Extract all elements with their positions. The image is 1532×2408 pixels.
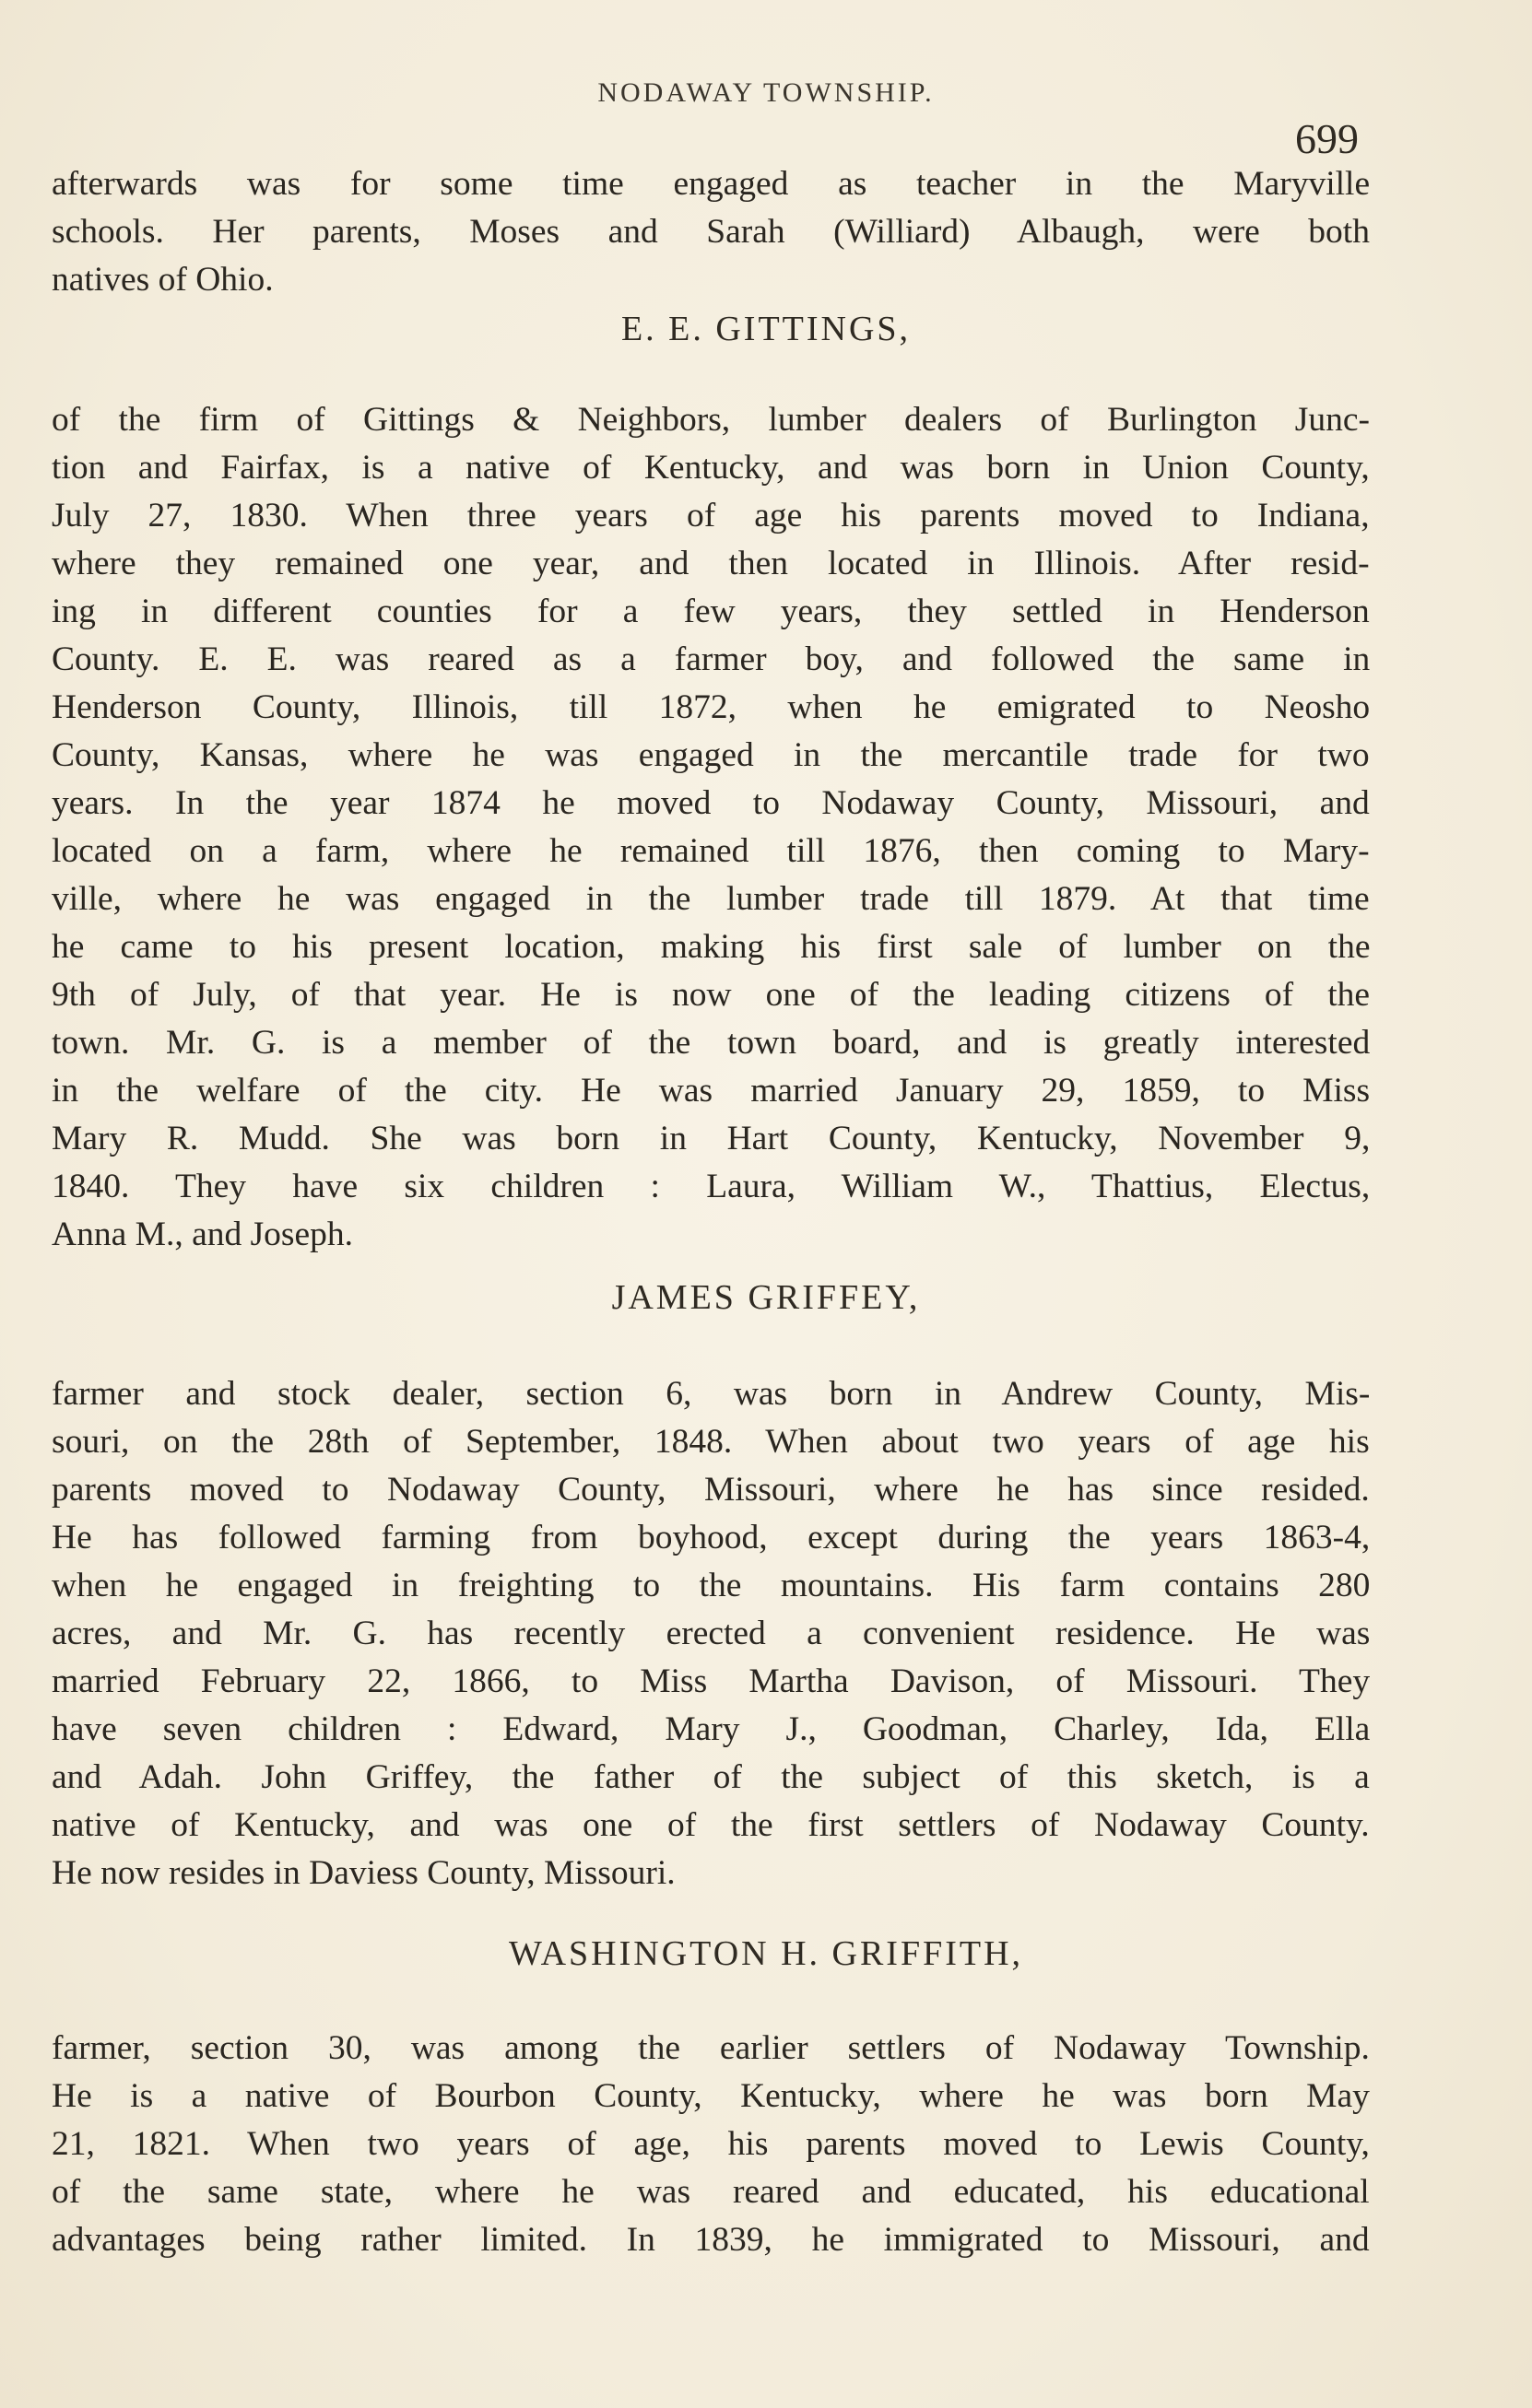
- entry-heading-griffith: WASHINGTON H. GRIFFITH,: [508, 1934, 1024, 1973]
- text-line: of the same state, where he was reared and educated, his educational: [52, 2173, 1370, 2211]
- text-line: in the welfare of the city. He was married January 29, 1859, to Miss: [52, 1072, 1371, 1110]
- text-line: he came to his present location, making his first sale of lumber on the: [52, 928, 1371, 966]
- text-line: County. E. E. was reared as a farmer boy, and followed the same in: [52, 640, 1371, 678]
- text-line: He has followed farming from boyhood, except during the years 1863-4,: [52, 1519, 1371, 1556]
- text-line: County, Kansas, where he was engaged in the mercantile trade for two: [52, 736, 1370, 774]
- text-line: native of Kentucky, and was one of the first settlers of Nodaway County.: [52, 1806, 1370, 1844]
- entry-griffey-paragraph: [52, 1370, 1370, 1897]
- page-number: 699: [1295, 115, 1359, 162]
- text-line: afterwards was for some time engaged as teacher in the Maryville: [52, 165, 1371, 203]
- text-line: parents moved to Nodaway County, Missouri, where he has since resided.: [52, 1471, 1370, 1509]
- entry-heading-gittings: E. E. GITTINGS,: [620, 310, 912, 348]
- text-line: souri, on the 28th of September, 1848. When about two years of age his: [52, 1423, 1370, 1461]
- text-line: 21, 1821. When two years of age, his parents moved to Lewis County,: [52, 2125, 1370, 2163]
- text-line: when he engaged in freighting to the mountains. His farm contains 280: [52, 1567, 1371, 1604]
- text-line: schools. Her parents, Moses and Sarah (Williard) Albaugh, were both: [52, 213, 1370, 251]
- text-line: July 27, 1830. When three years of age his parents moved to Indiana,: [52, 497, 1370, 534]
- text-line: where they remained one year, and then located in Illinois. After resid-: [52, 545, 1370, 582]
- text-line: farmer and stock dealer, section 6, was born in Andrew County, Mis-: [52, 1375, 1371, 1413]
- text-line: He is a native of Bourbon County, Kentucky, where he was born May: [52, 2077, 1370, 2115]
- text-line: ing in different counties for a few years, they settled in Henderson: [52, 593, 1370, 630]
- text-line: He now resides in Daviess County, Missouri.: [52, 1854, 676, 1892]
- text-line: tion and Fairfax, is a native of Kentucky, and was born in Union County,: [52, 449, 1370, 487]
- text-line: natives of Ohio.: [52, 261, 274, 299]
- text-line: years. In the year 1874 he moved to Nodaway County, Missouri, and: [52, 784, 1370, 822]
- text-line: have seven children : Edward, Mary J., Goodman, Charley, Ida, Ella: [52, 1710, 1371, 1748]
- text-line: of the firm of Gittings & Neighbors, lumber dealers of Burlington Junc-: [52, 401, 1370, 439]
- entry-griffith-paragraph: [52, 2025, 1370, 2264]
- text-line: advantages being rather limited. In 1839, he immigrated to Missouri, and: [52, 2221, 1370, 2259]
- text-line: ville, where he was engaged in the lumber trade till 1879. At that time: [52, 880, 1370, 918]
- text-line: 1840. They have six children : Laura, William W., Thattius, Electus,: [52, 1168, 1371, 1205]
- entry-gittings-paragraph: [52, 396, 1370, 1259]
- text-line: farmer, section 30, was among the earlier settlers of Nodaway Township.: [52, 2029, 1370, 2067]
- text-line: 9th of July, of that year. He is now one of the leading citizens of the: [52, 976, 1371, 1014]
- continuation-paragraph: [52, 160, 1370, 304]
- entry-heading-griffey: JAMES GRIFFEY,: [611, 1278, 921, 1317]
- text-line: town. Mr. G. is a member of the town board, and is greatly interested: [52, 1024, 1371, 1062]
- text-line: and Adah. John Griffey, the father of the subject of this sketch, is a: [52, 1758, 1370, 1796]
- text-line: Anna M., and Joseph.: [52, 1216, 354, 1253]
- text-line: located on a farm, where he remained till 1876, then coming to Mary-: [52, 832, 1370, 870]
- running-title: NODAWAY TOWNSHIP.: [597, 77, 935, 108]
- text-line: Henderson County, Illinois, till 1872, when he emigrated to Neosho: [52, 688, 1371, 726]
- text-line: married February 22, 1866, to Miss Martha Davison, of Missouri. They: [52, 1662, 1371, 1700]
- text-line: Mary R. Mudd. She was born in Hart County, Kentucky, November 9,: [52, 1120, 1371, 1157]
- text-line: acres, and Mr. G. has recently erected a convenient residence. He was: [52, 1615, 1371, 1652]
